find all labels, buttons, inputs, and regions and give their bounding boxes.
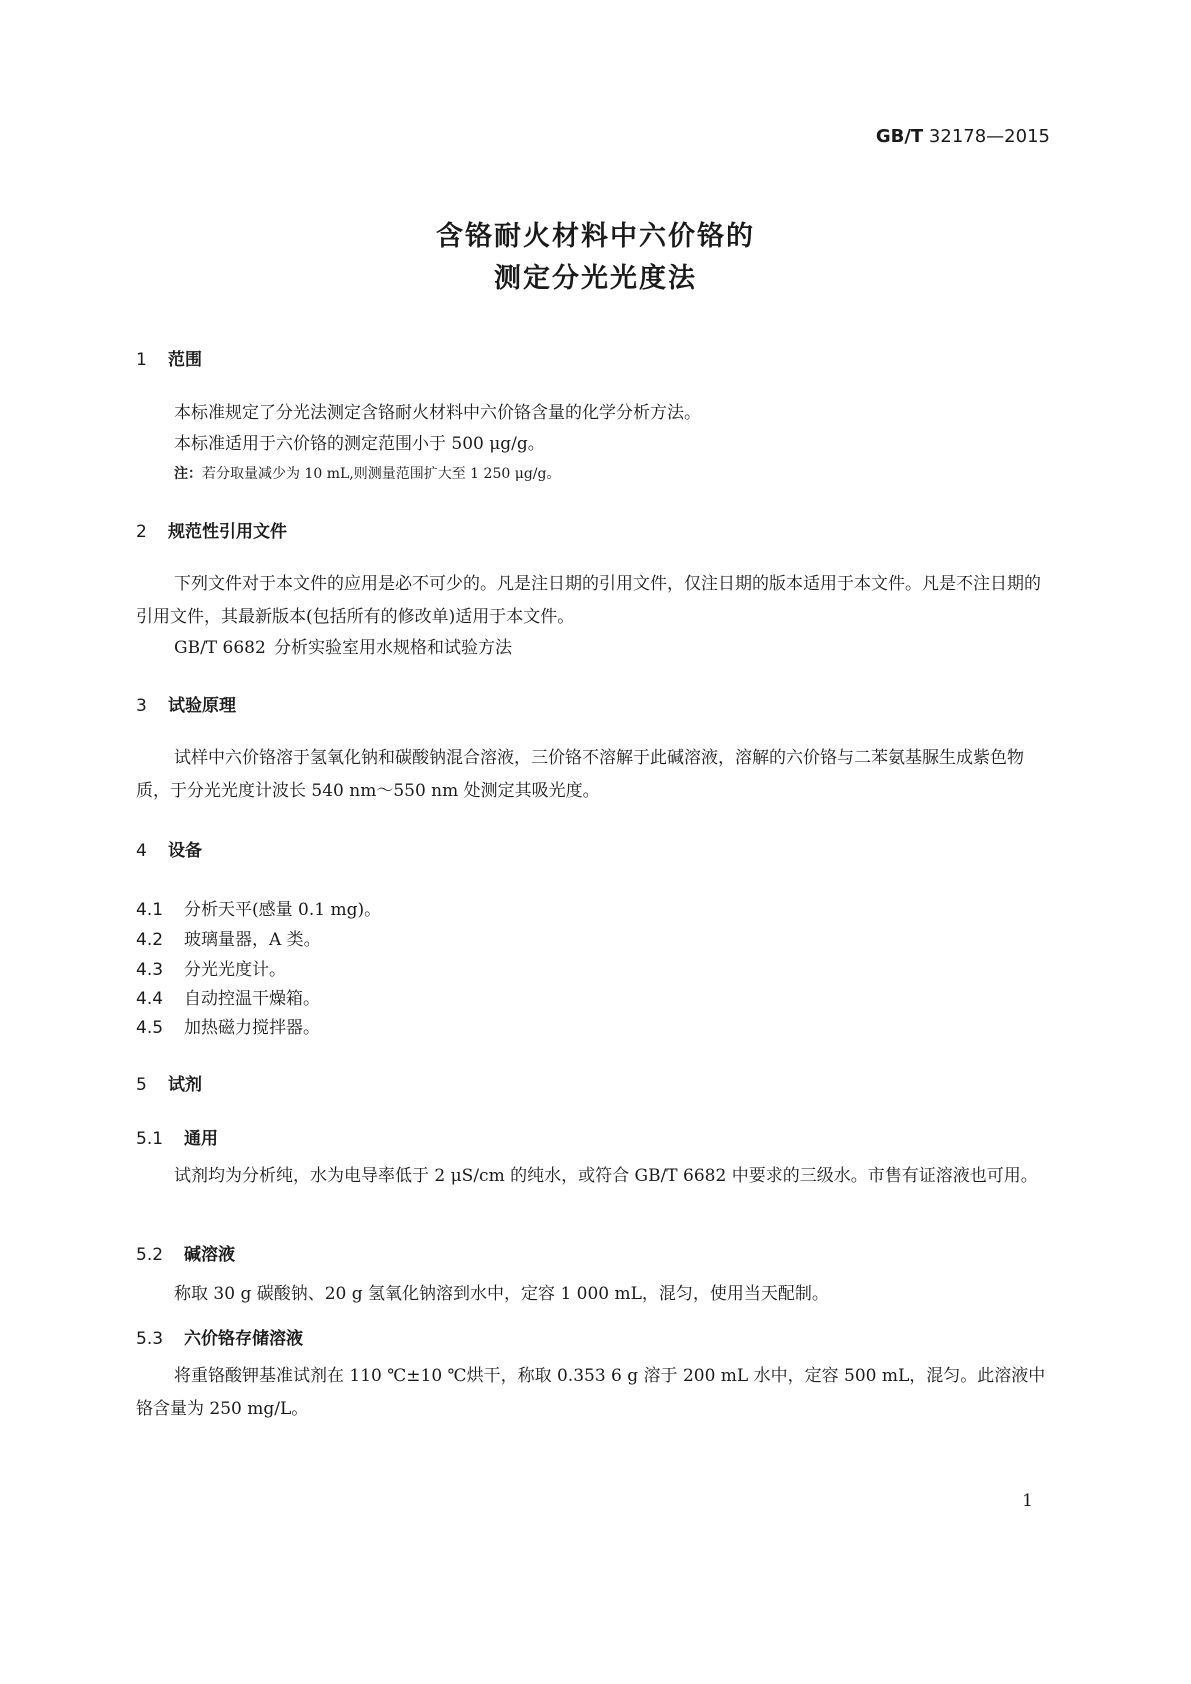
standard-prefix: GB/T [875,126,924,147]
normative-reference [174,633,512,658]
equipment-item: 4.1 分析天平(感量 0.1 mg)。 [136,900,382,920]
section-5-3-heading: 5.3 六价铬存储溶液 [136,1329,303,1349]
standard-number [876,126,1050,147]
document-title-line2: 测定分光光度法 [494,263,697,294]
section-5-heading: 5 试剂 [136,1075,202,1095]
equipment-item: 4.5 加热磁力搅拌器。 [136,1018,320,1038]
reference-title: 分析实验室用水规格和试验方法 [274,638,512,658]
section-2-paragraph-1: 下列文件对于本文件的应用是必不可少的。凡是注日期的引用文件，仅注日期的版本适用于本文件。凡是不注日期的引用文件，其最新版本(包括所有的修改单)适用于本文件。 [136,574,1041,627]
section-1-paragraph-1: 本标准规定了分光法测定含铬耐火材料中六价铬含量的化学分析方法。 [174,403,701,423]
section-5-3-paragraph: 将重铬酸钾基准试剂在 110 ℃±10 ℃烘干，称取 0.353 6 g 溶于 200 mL 水中，定容 500 mL，混匀。此溶液中铬含量为 250 mg/L。 [136,1366,1046,1419]
reference-code: GB/T 6682 [174,638,266,658]
section-5-1-heading: 5.1 通用 [136,1129,218,1149]
section-3-heading: 3 试验原理 [136,696,236,716]
section-1-note [174,463,560,483]
section-1-heading: 1 范围 [136,350,202,370]
note-text: 若分取量减少为 10 mL,则测量范围扩大至 1 250 μg/g。 [202,466,561,482]
section-3-paragraph-1: 试样中六价铬溶于氢氧化钠和碳酸钠混合溶液，三价铬不溶解于此碱溶液，溶解的六价铬与二苯氨基脲生成紫色物质，于分光光度计波长 540 nm～550 nm 处测定其吸光度。 [136,748,1024,801]
section-5-1-paragraph: 试剂均为分析纯，水为电导率低于 2 μS/cm 的纯水，或符合 GB/T 6682 中要求的三级水。市售有证溶液也可用。 [174,1166,1038,1186]
section-1-paragraph-2: 本标准适用于六价铬的测定范围小于 500 μg/g。 [174,434,545,454]
equipment-item: 4.4 自动控温干燥箱。 [136,989,320,1009]
equipment-item: 4.2 玻璃量器，A 类。 [136,930,321,950]
note-label: 注： [174,466,202,482]
section-5-2-paragraph: 称取 30 g 碳酸钠、20 g 氢氧化钠溶到水中，定容 1 000 mL，混匀，使用当天配制。 [174,1284,829,1304]
section-2-heading: 2 规范性引用文件 [136,522,287,542]
page-number: 1 [1022,1491,1033,1511]
standard-code: 32178—2015 [928,126,1050,147]
document-title-line1: 含铬耐火材料中六价铬的 [436,221,755,252]
equipment-item: 4.3 分光光度计。 [136,960,286,980]
section-4-heading: 4 设备 [136,841,202,861]
section-5-2-heading: 5.2 碱溶液 [136,1245,235,1265]
